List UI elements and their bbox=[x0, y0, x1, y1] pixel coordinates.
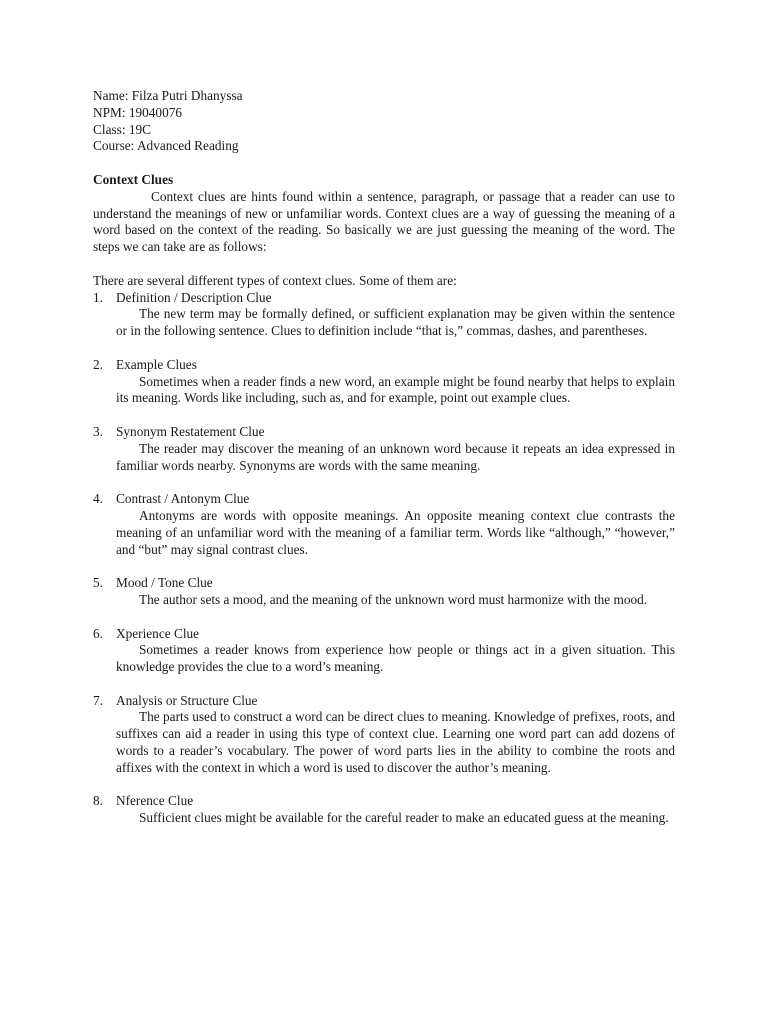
clue-description: The reader may discover the meaning of an unknown word because it repeats an idea expressed in familiar words nearby. Synonyms are words with the same meaning. bbox=[116, 440, 675, 473]
clue-description: Sometimes a reader knows from experience how people or things act in a given situation. This knowledge provides the clue to a word’s meaning. bbox=[116, 642, 675, 675]
document-page bbox=[93, 88, 675, 827]
intro-paragraph: Context clues are hints found within a sentence, paragraph, or passage that a reader can use to understand the meanings of new or unfamiliar words. Context clues are a way of guessing the meaning of a word based on the context of the reading. So basically we are just guessing the meaning of the word. The steps we can take are as follows: bbox=[93, 188, 675, 255]
clue-item bbox=[93, 693, 675, 777]
clue-item bbox=[93, 357, 675, 407]
clue-number: 2. bbox=[93, 356, 103, 372]
clue-title: Nference Clue bbox=[116, 793, 194, 809]
clue-title: Example Clues bbox=[116, 356, 197, 372]
clue-description: The author sets a mood, and the meaning of the unknown word must harmonize with the mood. bbox=[139, 591, 648, 607]
clue-title: Definition / Description Clue bbox=[116, 289, 272, 305]
clue-item bbox=[93, 626, 675, 676]
clue-description: The parts used to construct a word can be direct clues to meaning. Knowledge of prefixes, roots, and suffixes can aid a reader in using this type of context clue. Learning one word part can add dozens of words to a reader’s vocabulary. The power of word parts lies in the ability to combine the roots and affixes with the context in which a word is used to discover the author’s meaning. bbox=[116, 709, 675, 775]
course-name: Course: Advanced Reading bbox=[93, 138, 239, 154]
clue-item bbox=[93, 424, 675, 474]
clue-number: 7. bbox=[93, 692, 103, 708]
types-intro: There are several different types of context clues. Some of them are: bbox=[93, 272, 457, 288]
clue-item bbox=[93, 491, 675, 558]
clue-number: 4. bbox=[93, 491, 103, 507]
clue-description: Sufficient clues might be available for the careful reader to make an educated guess at the meaning. bbox=[139, 810, 669, 826]
clue-number: 8. bbox=[93, 793, 103, 809]
clue-number: 3. bbox=[93, 423, 103, 439]
section-heading: Context Clues bbox=[93, 171, 174, 187]
student-class: Class: 19C bbox=[93, 121, 151, 137]
clue-number: 5. bbox=[93, 575, 103, 591]
clue-title: Synonym Restatement Clue bbox=[116, 423, 265, 439]
student-name: Name: Filza Putri Dhanyssa bbox=[93, 88, 243, 103]
student-npm: NPM: 19040076 bbox=[93, 104, 183, 120]
clue-list bbox=[93, 290, 675, 828]
clue-title: Analysis or Structure Clue bbox=[116, 692, 258, 708]
clue-item bbox=[93, 290, 675, 340]
clue-number: 6. bbox=[93, 625, 103, 641]
clue-title: Xperience Clue bbox=[116, 625, 200, 641]
clue-description: Sometimes when a reader finds a new word, an example might be found nearby that helps to explain its meaning. Words like including, such as, and for example, point out example clues. bbox=[116, 373, 675, 406]
clue-title: Mood / Tone Clue bbox=[116, 575, 213, 591]
clue-number: 1. bbox=[93, 289, 103, 305]
clue-item bbox=[93, 793, 675, 827]
clue-description: The new term may be formally defined, or sufficient explanation may be given within the sentence or in the following sentence. Clues to definition include “that is,” commas, dashes, and parentheses. bbox=[116, 306, 675, 339]
clue-title: Contrast / Antonym Clue bbox=[116, 491, 250, 507]
clue-description: Antonyms are words with opposite meanings. An opposite meaning context clue contrasts the meaning of an unfamiliar word with the meaning of a familiar term. Words like “although,” “however,” and “but” may signal contrast clues. bbox=[116, 507, 675, 557]
clue-item bbox=[93, 575, 675, 609]
